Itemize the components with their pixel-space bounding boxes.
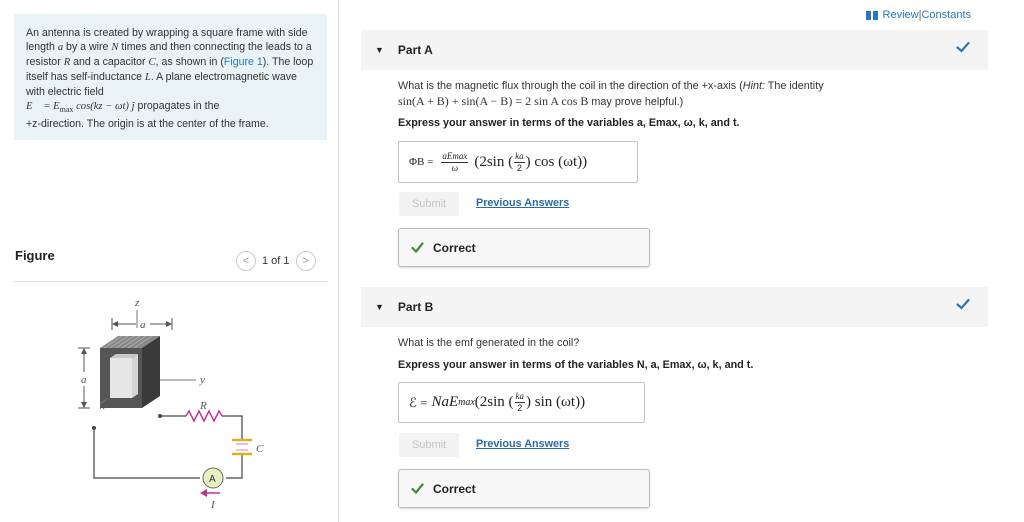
panel-divider [338,0,339,522]
part-b-answer-lhs: ℰ = [409,394,428,410]
part-a-instruction: Express your answer in terms of the variables a, Emax, ω, k, and t. [398,117,740,129]
part-a-submit-button[interactable]: Submit [399,192,459,216]
part-b-submit-button[interactable]: Submit [399,433,459,457]
figure-label-a-side: a [81,374,87,386]
circuit-wires [94,416,242,478]
part-a-answer-field[interactable]: ΦB = $\frac{aEmax}{\omega}$ (2sin ( $\frac{ka}{2}$ ) cos (ωt)) [398,141,638,183]
trig-identity: sin(A + B) + sin(A − B) = 2 sin A cos B [398,94,589,108]
part-b-previous-answers-link[interactable]: Previous Answers [476,438,570,450]
figure-label-z: z [135,297,140,309]
part-a-header[interactable] [361,30,988,70]
figure-label-a-top: a [140,319,146,331]
figure-label-y: y [200,374,205,386]
constants-link[interactable]: Constants [921,9,971,21]
part-b-header[interactable] [361,287,988,327]
field-expression: E⃗ = E [26,101,60,112]
correct-check-icon [411,242,424,253]
part-b-title: Part B [397,300,434,314]
figure-link[interactable]: Figure 1 [223,56,263,68]
prev-figure-button[interactable]: < [236,251,256,271]
part-b-question: What is the emf generated in the coil? [398,337,580,349]
figure-label-A: A [209,474,216,485]
part-a-answer-fraction: $\frac{aEmax}{\omega}$ [442,150,468,173]
part-a-check-icon [956,41,970,53]
problem-panel [0,0,338,522]
resistor-symbol [186,411,222,421]
coil-frame [100,336,160,408]
part-b-answer-field[interactable]: ℰ = NaE max (2sin ( $\frac{ka}{2}$ ) sin (ωt)) [398,382,645,423]
figure-label-I: I [211,499,215,511]
figure-label-C: C [256,443,264,455]
figure-title: Figure [15,248,55,263]
next-figure-button[interactable]: > [296,251,316,271]
pager-text: 1 of 1 [262,255,290,267]
review-link[interactable]: Review [882,9,919,21]
antenna-circuit-figure [60,292,280,514]
part-a-title: Part A [397,43,433,57]
part-a-answer-lhs: ΦB = [409,156,434,168]
part-a-previous-answers-link[interactable]: Previous Answers [476,197,570,209]
collapse-caret-icon[interactable]: ▼ [375,302,384,312]
part-b-instruction: Express your answer in terms of the variables N, a, Emax, ω, k, and t. [398,359,754,371]
correct-check-icon [411,483,424,494]
figure-pager [236,251,316,271]
part-b-check-icon [956,298,970,310]
part-b-correct-feedback: Correct [398,469,650,508]
part-a-question: What is the magnetic flux through the coil in the direction of the +x-axis (Hint: The identity sin(A + B) + sin(A − B) = 2 sin A cos B may prove helpful.) [398,80,824,108]
book-icon [866,11,878,20]
figure-label-x: x [100,400,105,412]
part-a-correct-feedback: Correct [398,228,650,267]
figure-label-R: R [200,400,207,412]
review-constants-links: Review | Constants [866,9,971,21]
figure-divider [14,281,328,282]
problem-statement: An antenna is created by wrapping a square frame with side length a by a wire N times and then connecting the leads to a resistor R and a capacitor C, as shown in (Figure 1). The loop itself has self-inductance L. A plane electromagnetic wave with electric field E⃗ = $E_{max}$ cos(kz − ωt) ĵ propagates in the +z-direction. The origin is at the center of the frame. [14,14,327,140]
collapse-caret-icon[interactable]: ▼ [375,45,384,55]
